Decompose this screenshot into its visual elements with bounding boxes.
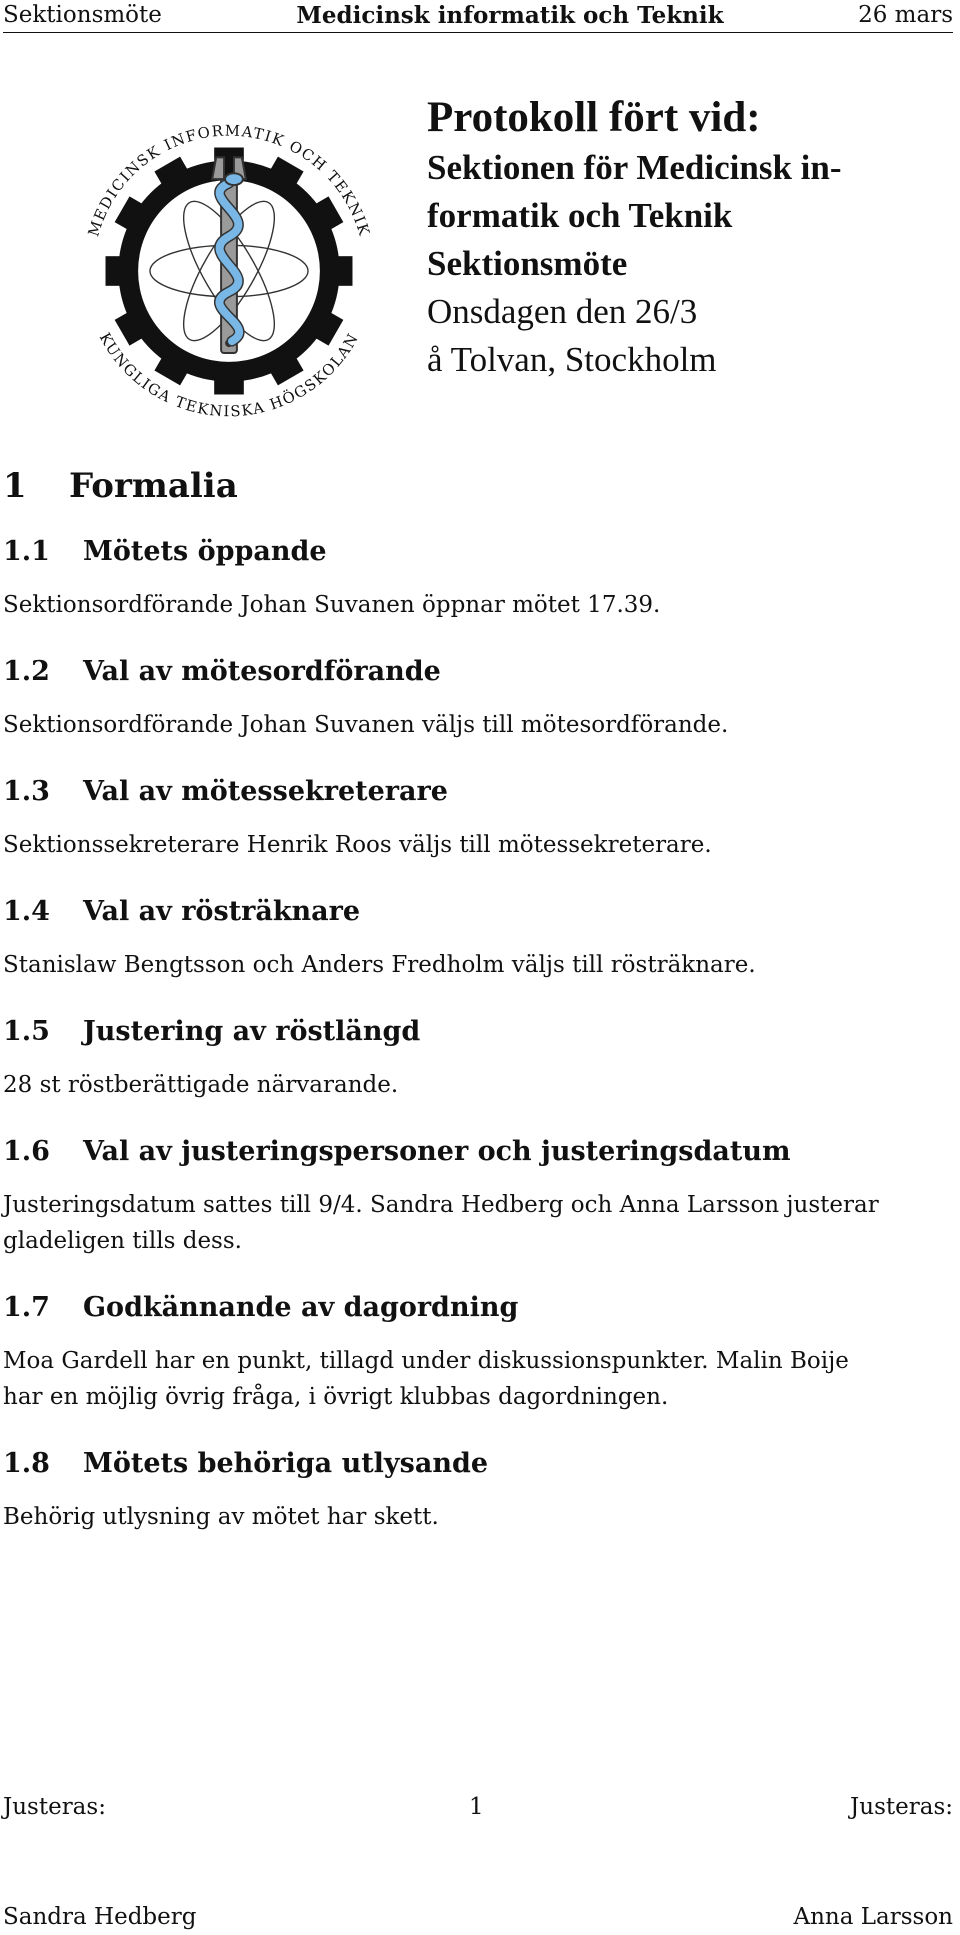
logo-text-top: MEDICINSK INFORMATIK OCH TEKNIK <box>85 122 373 239</box>
title-block <box>427 92 957 384</box>
document-title: Protokoll fört vid: <box>427 94 761 141</box>
subsection-heading: 1.1 Mötets öppande <box>3 536 327 567</box>
header-center: Medicinsk informatik och Teknik <box>296 1 724 29</box>
subsection-text: Moa Gardell har en punkt, tillagd under diskussionspunkter. Malin Boije har en möjlig övrig fråga, i övrigt klubbas dagordningen. <box>3 1348 849 1410</box>
subsection-heading: 1.8 Mötets behöriga utlysande <box>3 1448 488 1479</box>
running-header <box>3 0 953 30</box>
subsection-text: Sektionssekreterare Henrik Roos väljs till mötessekreterare. <box>3 832 712 858</box>
meeting-place: å Tolvan, Stockholm <box>427 340 717 379</box>
section-number: 1 <box>3 466 27 506</box>
subsection-text: Sektionsordförande Johan Suvanen öppnar mötet 17.39. <box>3 592 661 618</box>
organization-line-2: formatik och Teknik <box>427 196 733 235</box>
subsection-heading: 1.3 Val av mötessekreterare <box>3 776 448 807</box>
section-heading <box>3 465 956 507</box>
subsection-heading: 1.2 Val av mötesordförande <box>3 656 441 687</box>
meeting-type: Sektionsmöte <box>427 244 628 283</box>
meeting-date: Onsdagen den 26/3 <box>427 292 698 331</box>
header-rule <box>3 32 953 33</box>
header-right: 26 mars <box>858 2 953 28</box>
subsection-heading: 1.6 Val av justeringspersoner och justeringsdatum <box>3 1136 791 1167</box>
subsection-text: Sektionsordförande Johan Suvanen väljs till mötesordförande. <box>3 712 729 738</box>
subsection-text: 28 st röstberättigade närvarande. <box>3 1072 399 1098</box>
subsection-text: Stanislaw Bengtsson och Anders Fredholm väljs till rösträknare. <box>3 952 756 978</box>
subsection-text: Behörig utlysning av mötet har skett. <box>3 1504 439 1530</box>
subsection-heading: 1.7 Godkännande av dagordning <box>3 1292 519 1323</box>
footer-left-name: Sandra Hedberg <box>3 1904 197 1930</box>
subsection-heading: 1.4 Val av rösträknare <box>3 896 361 927</box>
logo-text-bottom: KUNGLIGA TEKNISKA HÖGSKOLAN <box>95 329 363 421</box>
footer-right-label: Justeras: <box>850 1794 953 1820</box>
footer-names-row <box>3 1904 953 1930</box>
footer-right-name: Anna Larsson <box>793 1904 953 1930</box>
footer-justeras-row <box>3 1794 953 1820</box>
subsection-text: Justeringsdatum sattes till 9/4. Sandra Hedberg och Anna Larsson justerar gladeligen tills dess. <box>3 1192 879 1254</box>
footer-left-label: Justeras: <box>3 1794 106 1820</box>
section-title: Formalia <box>69 466 238 506</box>
protocol-content <box>3 465 956 1567</box>
page-number: 1 <box>469 1794 484 1820</box>
organization-line-1: Sektionen för Medicinsk in- <box>427 148 842 187</box>
subsection-heading: 1.5 Justering av röstlängd <box>3 1016 421 1047</box>
header-left: Sektionsmöte <box>3 2 162 28</box>
section-logo <box>66 108 392 434</box>
